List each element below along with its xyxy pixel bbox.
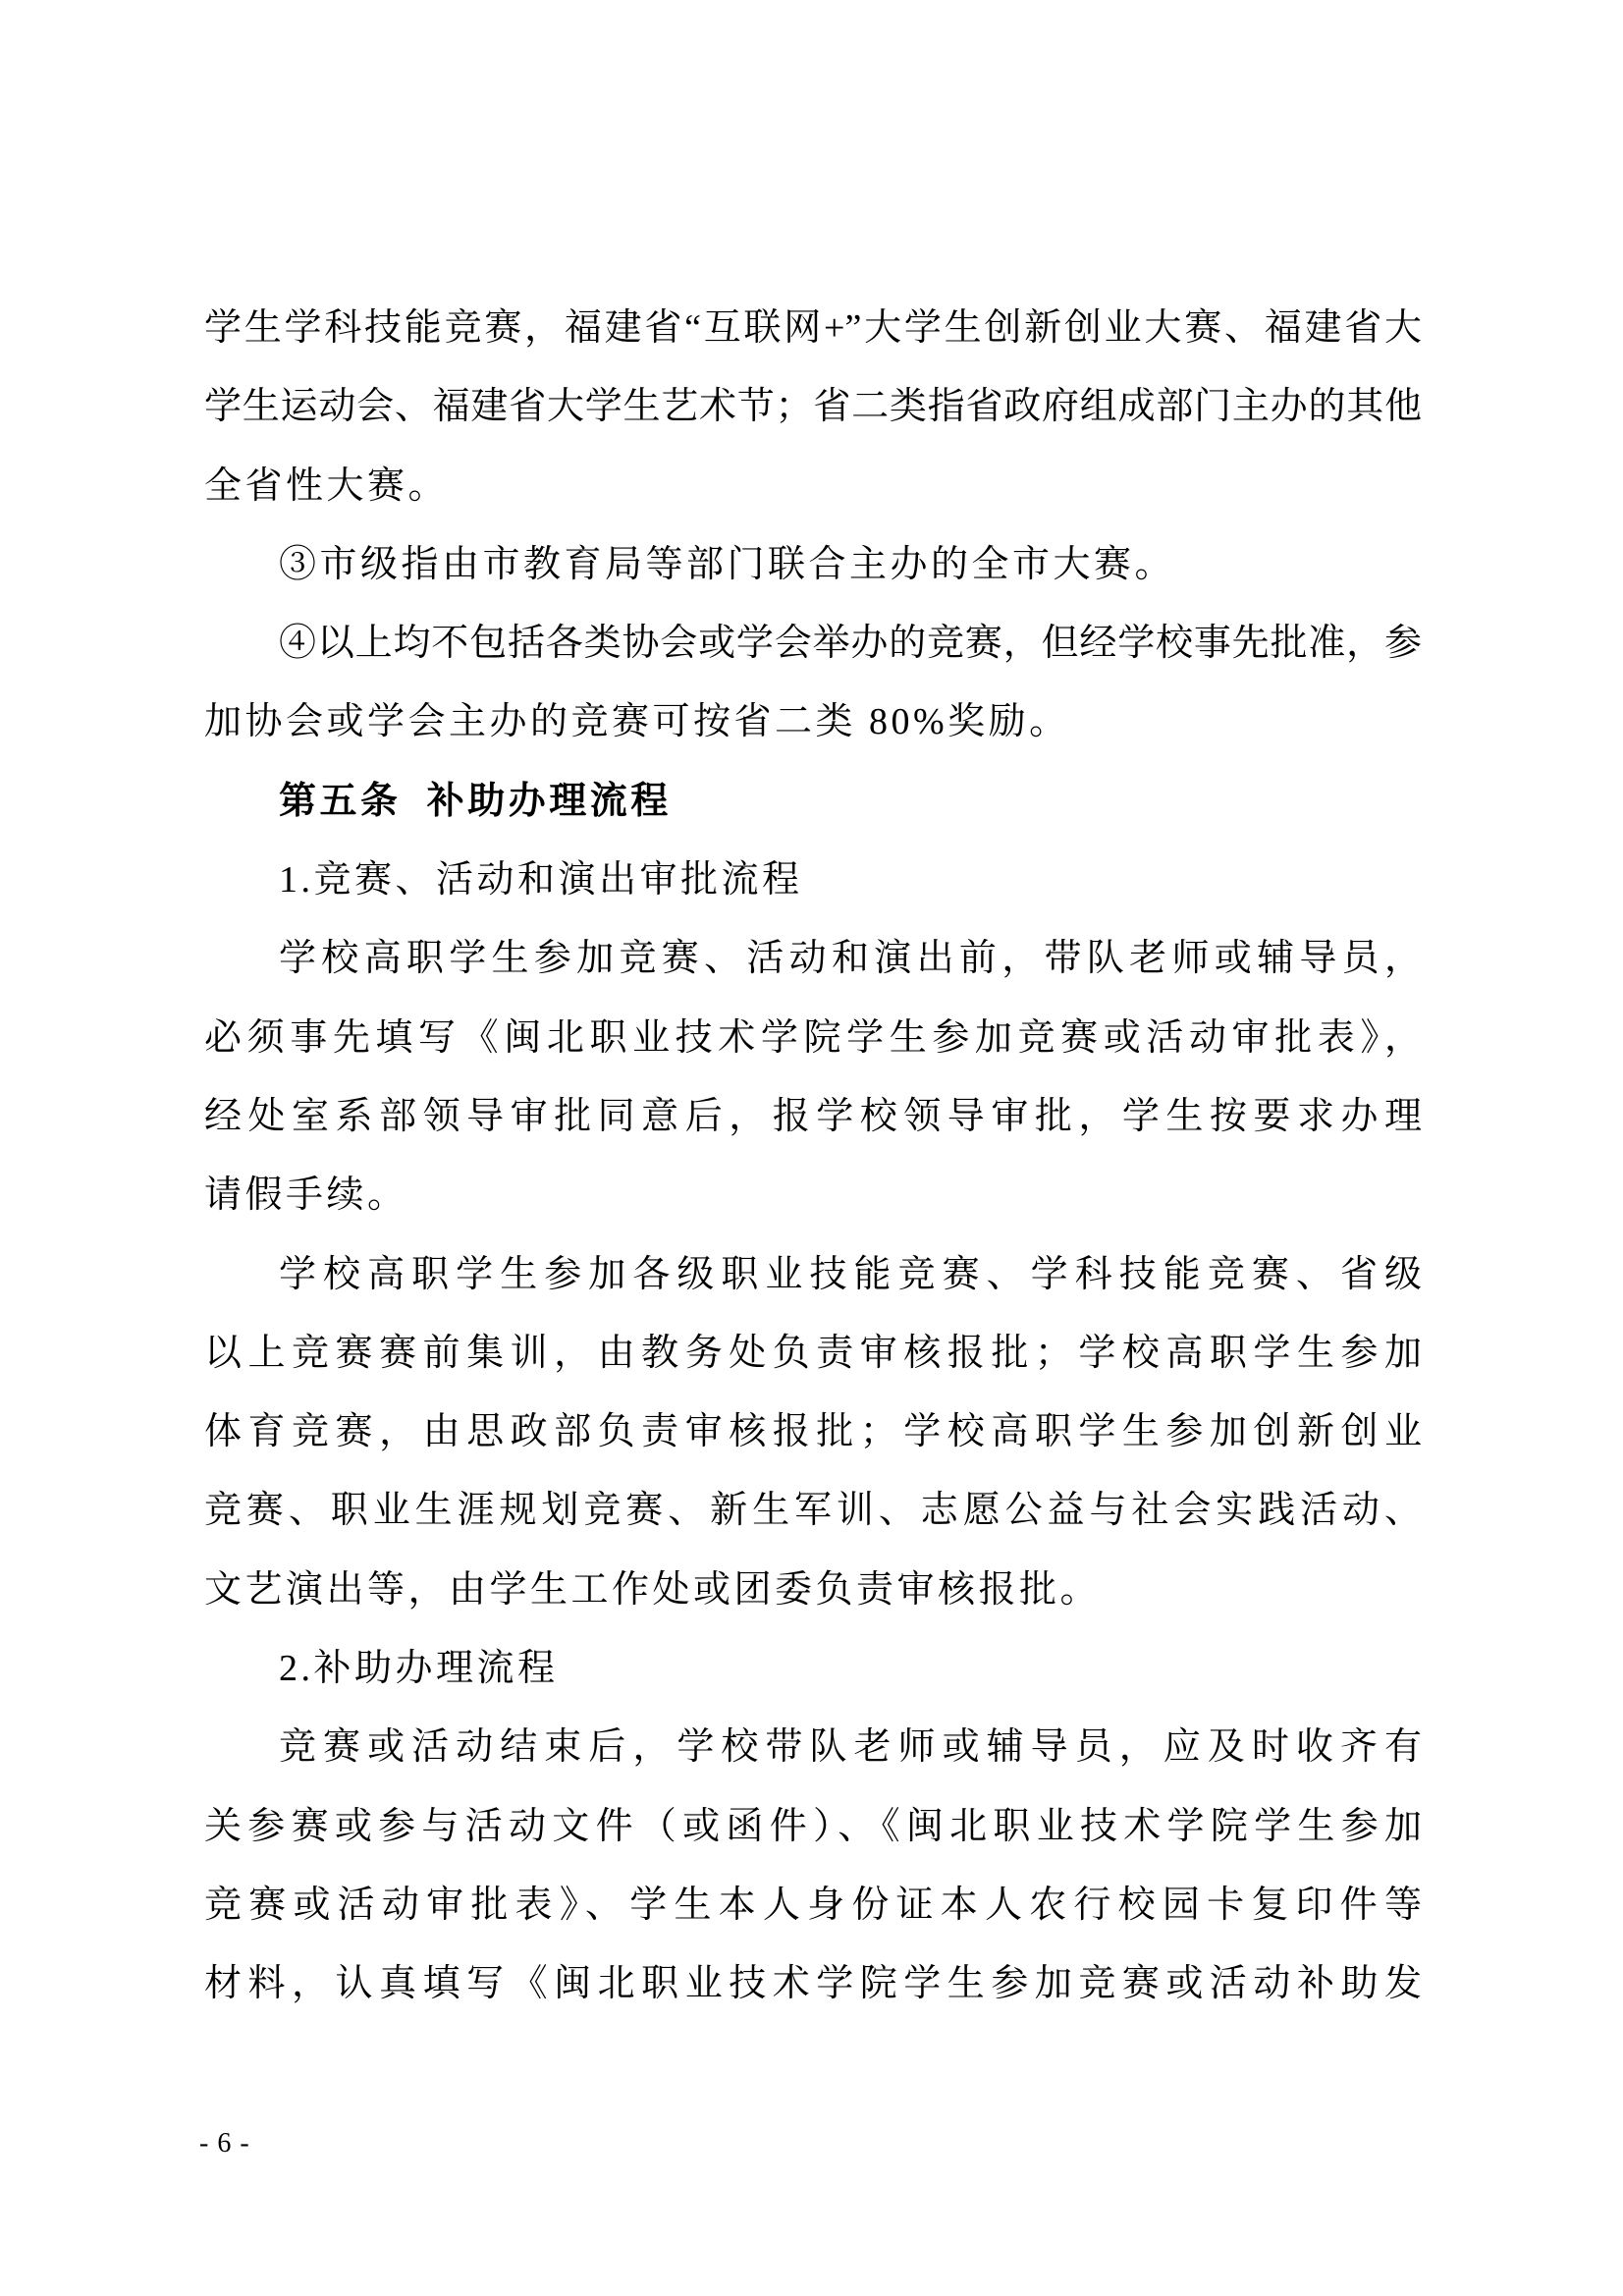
document-body <box>204 289 1422 2024</box>
text-line: 学生学科技能竞赛，福建省“互联网+”大学生创新创业大赛、福建省大 <box>204 307 1422 349</box>
text-line: 体育竞赛，由思政部负责审核报批；学校高职学生参加创新创业 <box>204 1411 1422 1453</box>
text-line: 2.补助办理流程 <box>279 1648 559 1690</box>
text-line: 经处室系部领导审批同意后，报学校领导审批，学生按要求办理 <box>204 1095 1422 1137</box>
text-line: 加协会或学会主办的竞赛可按省二类 80%奖励。 <box>204 701 1070 743</box>
text-line: 材料，认真填写《闽北职业技术学院学生参加竞赛或活动补助发 <box>204 1963 1422 2005</box>
text-line: 全省性大赛。 <box>204 465 450 507</box>
text-line: 1.竞赛、活动和演出审批流程 <box>279 859 803 902</box>
text-line: ④以上均不包括各类协会或学会举办的竞赛，但经学校事先批准，参 <box>279 623 1422 665</box>
text-line: 竞赛或活动结束后，学校带队老师或辅导员，应及时收齐有 <box>279 1726 1422 1769</box>
text-line: 学生运动会、福建省大学生艺术节；省二类指省政府组成部门主办的其他 <box>204 386 1422 428</box>
text-line: 学校高职学生参加竞赛、活动和演出前，带队老师或辅导员， <box>279 938 1422 980</box>
text-line: 以上竞赛赛前集训，由教务处负责审核报批；学校高职学生参加 <box>204 1332 1422 1374</box>
text-line: 竞赛或活动审批表》、学生本人身份证本人农行校园卡复印件等 <box>204 1884 1422 1926</box>
text-line: 文艺演出等，由学生工作处或团委负责审核报批。 <box>204 1568 1102 1611</box>
text-line: 必须事先填写《闽北职业技术学院学生参加竞赛或活动审批表》， <box>204 1016 1422 1059</box>
text-line: ③市级指由市教育局等部门联合主办的全市大赛。 <box>279 543 1176 585</box>
text-line: 请假手续。 <box>204 1175 408 1217</box>
text-line: 竞赛、职业生涯规划竞赛、新生军训、志愿公益与社会实践活动、 <box>204 1490 1422 1532</box>
text-line: 第五条 补助办理流程 <box>279 780 672 822</box>
text-line: 关参赛或参与活动文件（或函件）、《闽北职业技术学院学生参加 <box>204 1805 1422 1847</box>
page-number: - 6 - <box>199 2128 250 2159</box>
text-line: 学校高职学生参加各级职业技能竞赛、学科技能竞赛、省级 <box>279 1253 1422 1295</box>
